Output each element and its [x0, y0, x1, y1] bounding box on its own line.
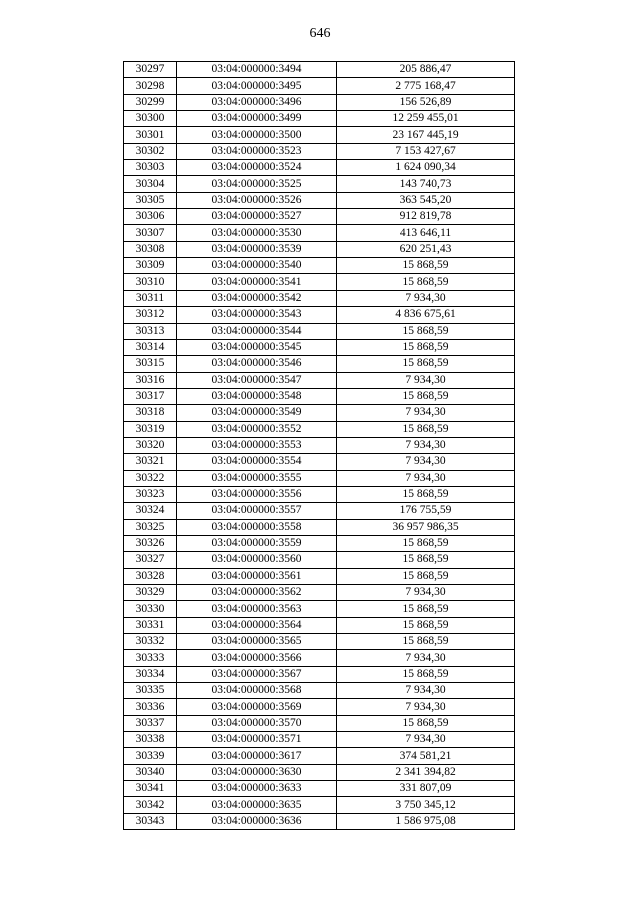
cadastral-number-cell: 03:04:000000:3562 [177, 585, 337, 601]
table-row [124, 437, 515, 453]
table-row [124, 617, 515, 633]
row-number-cell: 30299 [124, 94, 177, 110]
cadastral-number-cell: 03:04:000000:3495 [177, 78, 337, 94]
cadastral-number-cell: 03:04:000000:3570 [177, 715, 337, 731]
cadastral-number-cell: 03:04:000000:3561 [177, 568, 337, 584]
table-row [124, 274, 515, 290]
row-number-cell: 30335 [124, 683, 177, 699]
row-number-cell: 30321 [124, 454, 177, 470]
table-row [124, 78, 515, 94]
row-number-cell: 30319 [124, 421, 177, 437]
value-cell: 156 526,89 [337, 94, 515, 110]
table-row [124, 715, 515, 731]
value-cell: 2 341 394,82 [337, 764, 515, 780]
value-cell: 15 868,59 [337, 388, 515, 404]
value-cell: 15 868,59 [337, 568, 515, 584]
value-cell: 15 868,59 [337, 535, 515, 551]
cadastral-number-cell: 03:04:000000:3569 [177, 699, 337, 715]
row-number-cell: 30310 [124, 274, 177, 290]
cadastral-number-cell: 03:04:000000:3541 [177, 274, 337, 290]
table-row [124, 307, 515, 323]
cadastral-number-cell: 03:04:000000:3530 [177, 225, 337, 241]
value-cell: 7 153 427,67 [337, 143, 515, 159]
table-row [124, 601, 515, 617]
cadastral-number-cell: 03:04:000000:3633 [177, 781, 337, 797]
cadastral-number-cell: 03:04:000000:3558 [177, 519, 337, 535]
cadastral-number-cell: 03:04:000000:3523 [177, 143, 337, 159]
cadastral-number-cell: 03:04:000000:3567 [177, 666, 337, 682]
table-row [124, 209, 515, 225]
value-cell: 7 934,30 [337, 290, 515, 306]
table-row [124, 683, 515, 699]
value-cell: 331 807,09 [337, 781, 515, 797]
table-row [124, 339, 515, 355]
row-number-cell: 30340 [124, 764, 177, 780]
table-row [124, 225, 515, 241]
cadastral-number-cell: 03:04:000000:3545 [177, 339, 337, 355]
cadastral-number-cell: 03:04:000000:3500 [177, 127, 337, 143]
value-cell: 15 868,59 [337, 274, 515, 290]
row-number-cell: 30327 [124, 552, 177, 568]
value-cell: 15 868,59 [337, 666, 515, 682]
value-cell: 15 868,59 [337, 339, 515, 355]
value-cell: 15 868,59 [337, 715, 515, 731]
cadastral-number-cell: 03:04:000000:3568 [177, 683, 337, 699]
cadastral-number-cell: 03:04:000000:3494 [177, 62, 337, 78]
cadastral-number-cell: 03:04:000000:3636 [177, 813, 337, 829]
value-cell: 12 259 455,01 [337, 111, 515, 127]
row-number-cell: 30323 [124, 486, 177, 502]
cadastral-number-cell: 03:04:000000:3526 [177, 192, 337, 208]
table-row [124, 634, 515, 650]
row-number-cell: 30331 [124, 617, 177, 633]
table-row [124, 748, 515, 764]
table-row [124, 356, 515, 372]
cadastral-number-cell: 03:04:000000:3496 [177, 94, 337, 110]
value-cell: 374 581,21 [337, 748, 515, 764]
table-row [124, 699, 515, 715]
row-number-cell: 30326 [124, 535, 177, 551]
row-number-cell: 30304 [124, 176, 177, 192]
value-cell: 7 934,30 [337, 405, 515, 421]
value-cell: 7 934,30 [337, 454, 515, 470]
table-row [124, 519, 515, 535]
table-row [124, 372, 515, 388]
value-cell: 4 836 675,61 [337, 307, 515, 323]
value-cell: 15 868,59 [337, 634, 515, 650]
value-cell: 15 868,59 [337, 258, 515, 274]
table-row [124, 813, 515, 829]
row-number-cell: 30302 [124, 143, 177, 159]
table-row [124, 568, 515, 584]
table-row [124, 650, 515, 666]
cadastral-number-cell: 03:04:000000:3617 [177, 748, 337, 764]
row-number-cell: 30337 [124, 715, 177, 731]
table-row [124, 176, 515, 192]
value-cell: 7 934,30 [337, 650, 515, 666]
row-number-cell: 30343 [124, 813, 177, 829]
row-number-cell: 30314 [124, 339, 177, 355]
table-row [124, 797, 515, 813]
value-cell: 176 755,59 [337, 503, 515, 519]
value-cell: 15 868,59 [337, 486, 515, 502]
row-number-cell: 30332 [124, 634, 177, 650]
row-number-cell: 30297 [124, 62, 177, 78]
row-number-cell: 30329 [124, 585, 177, 601]
row-number-cell: 30305 [124, 192, 177, 208]
row-number-cell: 30308 [124, 241, 177, 257]
row-number-cell: 30300 [124, 111, 177, 127]
row-number-cell: 30328 [124, 568, 177, 584]
table-row [124, 323, 515, 339]
table-row [124, 535, 515, 551]
cadastral-number-cell: 03:04:000000:3560 [177, 552, 337, 568]
value-cell: 15 868,59 [337, 617, 515, 633]
cadastral-number-cell: 03:04:000000:3547 [177, 372, 337, 388]
value-cell: 15 868,59 [337, 356, 515, 372]
cadastral-number-cell: 03:04:000000:3630 [177, 764, 337, 780]
row-number-cell: 30324 [124, 503, 177, 519]
table-row [124, 143, 515, 159]
row-number-cell: 30339 [124, 748, 177, 764]
row-number-cell: 30330 [124, 601, 177, 617]
cadastral-number-cell: 03:04:000000:3543 [177, 307, 337, 323]
row-number-cell: 30325 [124, 519, 177, 535]
table-row [124, 486, 515, 502]
table-row [124, 764, 515, 780]
registry-table-body [124, 62, 515, 830]
value-cell: 7 934,30 [337, 732, 515, 748]
value-cell: 23 167 445,19 [337, 127, 515, 143]
table-row [124, 192, 515, 208]
table-row [124, 405, 515, 421]
cadastral-number-cell: 03:04:000000:3544 [177, 323, 337, 339]
table-row [124, 585, 515, 601]
cadastral-number-cell: 03:04:000000:3566 [177, 650, 337, 666]
value-cell: 7 934,30 [337, 585, 515, 601]
value-cell: 15 868,59 [337, 323, 515, 339]
row-number-cell: 30322 [124, 470, 177, 486]
row-number-cell: 30338 [124, 732, 177, 748]
table-row [124, 503, 515, 519]
value-cell: 15 868,59 [337, 601, 515, 617]
cadastral-number-cell: 03:04:000000:3553 [177, 437, 337, 453]
cadastral-number-cell: 03:04:000000:3540 [177, 258, 337, 274]
table-row [124, 62, 515, 78]
value-cell: 205 886,47 [337, 62, 515, 78]
table-row [124, 160, 515, 176]
value-cell: 7 934,30 [337, 437, 515, 453]
value-cell: 7 934,30 [337, 683, 515, 699]
cadastral-number-cell: 03:04:000000:3524 [177, 160, 337, 176]
cadastral-number-cell: 03:04:000000:3499 [177, 111, 337, 127]
table-row [124, 666, 515, 682]
row-number-cell: 30318 [124, 405, 177, 421]
row-number-cell: 30307 [124, 225, 177, 241]
table-row [124, 127, 515, 143]
value-cell: 36 957 986,35 [337, 519, 515, 535]
row-number-cell: 30306 [124, 209, 177, 225]
cadastral-number-cell: 03:04:000000:3548 [177, 388, 337, 404]
cadastral-number-cell: 03:04:000000:3635 [177, 797, 337, 813]
cadastral-number-cell: 03:04:000000:3559 [177, 535, 337, 551]
value-cell: 143 740,73 [337, 176, 515, 192]
table-row [124, 470, 515, 486]
table-row [124, 94, 515, 110]
cadastral-number-cell: 03:04:000000:3525 [177, 176, 337, 192]
cadastral-number-cell: 03:04:000000:3571 [177, 732, 337, 748]
row-number-cell: 30311 [124, 290, 177, 306]
row-number-cell: 30336 [124, 699, 177, 715]
cadastral-number-cell: 03:04:000000:3555 [177, 470, 337, 486]
row-number-cell: 30316 [124, 372, 177, 388]
row-number-cell: 30334 [124, 666, 177, 682]
value-cell: 912 819,78 [337, 209, 515, 225]
table-row [124, 111, 515, 127]
table-row [124, 258, 515, 274]
value-cell: 7 934,30 [337, 699, 515, 715]
cadastral-number-cell: 03:04:000000:3557 [177, 503, 337, 519]
registry-table [123, 61, 515, 830]
row-number-cell: 30303 [124, 160, 177, 176]
value-cell: 1 624 090,34 [337, 160, 515, 176]
cadastral-number-cell: 03:04:000000:3539 [177, 241, 337, 257]
table-row [124, 732, 515, 748]
row-number-cell: 30333 [124, 650, 177, 666]
value-cell: 620 251,43 [337, 241, 515, 257]
value-cell: 15 868,59 [337, 552, 515, 568]
cadastral-number-cell: 03:04:000000:3564 [177, 617, 337, 633]
row-number-cell: 30301 [124, 127, 177, 143]
row-number-cell: 30313 [124, 323, 177, 339]
cadastral-number-cell: 03:04:000000:3554 [177, 454, 337, 470]
row-number-cell: 30341 [124, 781, 177, 797]
value-cell: 1 586 975,08 [337, 813, 515, 829]
row-number-cell: 30342 [124, 797, 177, 813]
table-row [124, 552, 515, 568]
cadastral-number-cell: 03:04:000000:3556 [177, 486, 337, 502]
row-number-cell: 30320 [124, 437, 177, 453]
value-cell: 3 750 345,12 [337, 797, 515, 813]
cadastral-number-cell: 03:04:000000:3563 [177, 601, 337, 617]
value-cell: 413 646,11 [337, 225, 515, 241]
row-number-cell: 30315 [124, 356, 177, 372]
table-row [124, 454, 515, 470]
table-row [124, 290, 515, 306]
cadastral-number-cell: 03:04:000000:3565 [177, 634, 337, 650]
value-cell: 7 934,30 [337, 372, 515, 388]
cadastral-number-cell: 03:04:000000:3549 [177, 405, 337, 421]
table-row [124, 781, 515, 797]
row-number-cell: 30312 [124, 307, 177, 323]
cadastral-number-cell: 03:04:000000:3546 [177, 356, 337, 372]
row-number-cell: 30298 [124, 78, 177, 94]
cadastral-number-cell: 03:04:000000:3552 [177, 421, 337, 437]
value-cell: 15 868,59 [337, 421, 515, 437]
cadastral-number-cell: 03:04:000000:3542 [177, 290, 337, 306]
row-number-cell: 30309 [124, 258, 177, 274]
cadastral-number-cell: 03:04:000000:3527 [177, 209, 337, 225]
table-row [124, 241, 515, 257]
value-cell: 7 934,30 [337, 470, 515, 486]
row-number-cell: 30317 [124, 388, 177, 404]
value-cell: 363 545,20 [337, 192, 515, 208]
value-cell: 2 775 168,47 [337, 78, 515, 94]
page-number: 646 [309, 26, 331, 41]
table-row [124, 388, 515, 404]
table-row [124, 421, 515, 437]
